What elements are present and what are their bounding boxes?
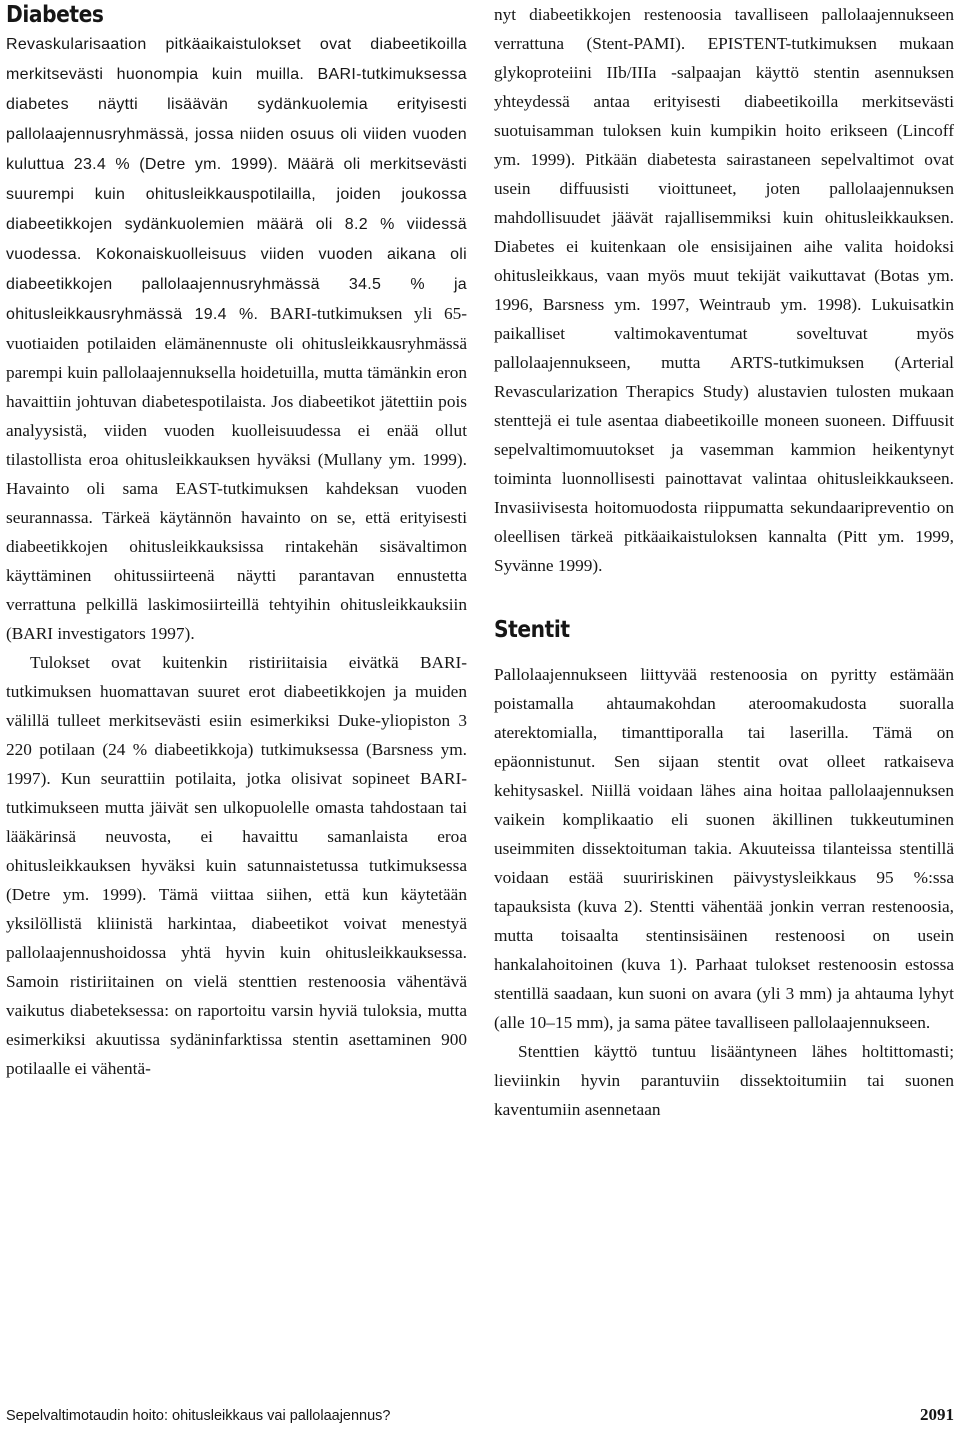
paragraph-diabetes-2: Tulokset ovat kuitenkin ristiriitaisia eivätkä BARI-tutkimuksen huomattavan suuret erot diabeetikkojen ja muiden välillä tulleet merkitsevästi esiin esimerkiksi Duke-yliopiston 3 220 potilaan (24 % diabeetikkoja) tutkimuksessa (Barsness ym. 1997). Kun seurattiin potilaita, jotka olisivat sopineet BARI-tutkimukseen mutta jäivät sen ulkopuolelle omasta tahdostaan tai lääkärinsä neuvosta, ei havaittu samanlaista eroa ohitusleikkauksen hyväksi kuin satunnaistetussa tutkimuksessa (Detre ym. 1999). Tämä viittaa siihen, että kun käytetään yksilöllistä kliinistä harkintaa, diabeetikot voivat menestyä pallolaajennushoidossa yhtä hyvin kuin ohitusleikkauksessa. Samoin ristiriitainen on vielä stenttien restenoosia vähentävä vaikutus diabeteksessa: on raportoitu varsin hyviä tuloksia, mutta esimerkiksi akuutissa sydäninfarktissa stentin asettaminen 900 potilaalle ei vähentä- (6, 653, 467, 1078)
stentit-body-text (494, 660, 954, 1124)
paragraph-diabetes-1 (6, 29, 467, 648)
paragraph-stentit-1: Pallolaajennukseen liittyvää restenoosia on pyritty estämään poistamalla ahtaumakohdan ateroomakudosta suoralla aterektomialla, timanttiporalla tai laserilla. Tämä on epäonnistunut. Sen sijaan stentit ovat olleet ratkaiseva kehitysaskel. Niillä voidaan lähes aina hoitaa pallolaajennuksen vaikein komplikaatio eli suonen äkillinen tukkeutuminen useimmiten dissektoituman takia. Akuuteissa tilanteissa stentillä voidaan estää suuririskinen päivystysleikkaus 95 %:ssa tapauksista (kuva 2). Stentti vähentää jonkin verran restenoosia, mutta toisaalta stentinsisäinen restenoosi on usein hankalahoitoinen (kuva 1). Parhaat tulokset restenoosin estossa stentillä saadaan, kun suoni on avara (yli 3 mm) ja ahtauma lyhyt (alle 10–15 mm), ja sama pätee tavalliseen pallolaajennukseen. (494, 665, 954, 1032)
running-title: Sepelvaltimotaudin hoito: ohitusleikkaus vai pallolaajennus? (6, 1408, 391, 1424)
section-heading-stentit: Stentit (494, 617, 570, 643)
paragraph-diabetes-1-sans-b: Määrä oli merkitsevästi suurempi kuin ohitusleikkauspotilailla, joiden joukossa diabeetikkojen sydänkuolemien määrä oli 8.2 % viidessä vuodessa. Kokonaiskuolleisuus viiden vuoden aikana oli diabeetikkojen pallolaajennusryhmässä 34.5 % ja ohitusleikkausryhmässä 19.4 %. (6, 156, 467, 323)
section-heading-diabetes: Diabetes (6, 2, 104, 28)
paragraph-stentit-2: Stenttien käyttö tuntuu lisääntyneen lähes holtittomasti; lieviinkin hyvin parantuviin dissektoitumiin tai suonen kaventumiin asennetaan (494, 1042, 954, 1119)
paragraph-diabetes-1-sans-a: Revaskularisaation pitkäaikaistulokset ovat diabeetikoilla merkitsevästi huonompia kuin muilla. BARI-tutkimuksessa diabetes näytti lisäävän sydänkuolemia erityisesti pallolaajennusryhmässä, jossa niiden osuus oli viiden vuoden kuluttua 23.4 % (Detre ym. 1999). (6, 36, 467, 173)
page-number: 2091 (920, 1405, 954, 1424)
paragraph-diabetes-1-serif: BARI-tutkimuksen yli 65-vuotiaiden potilaiden elämänennuste oli ohitusleikkausryhmässä parempi kuin pallolaajennuksella hoidetuilla, mutta tämänkin eron havaittiin johtuvan diabetespotilaista. Jos diabeetikot jätettiin pois analyysistä, viiden vuoden kuolleisuudessa ei enää ollut tilastollista eroa ohitusleikkauksen hyväksi (Mullany ym. 1999). Havainto oli sama EAST-tutkimuksen kahdeksan vuoden seurannassa. Tärkeä käytännön havainto on se, että erityisesti diabeetikkojen ohitusleikkauksissa rintakehän sisävaltimon käyttäminen ohitussiirteenä näytti parantavan ennustetta verrattuna pelkillä laskimosiirteillä tehtyihin ohitusleikkauksiin (BARI investigators 1997). (6, 304, 467, 643)
paragraph-diabetes-continued: nyt diabeetikkojen restenoosia tavalliseen pallolaajennukseen verrattuna (Stent-PAMI). EPISTENT-tutkimuksen mukaan glykoproteiini IIb/IIIa -salpaajan käyttö stentin asennuksen yhteydessä antaa erityisesti diabeetikoilla merkitsevästi suotuisamman tuloksen kuin kumpikin hoito erikseen (Lincoff ym. 1999). Pitkään diabetesta sairastaneen sepelvaltimot ovat usein diffuusisti vioittuneet, joten pallolaajennuksen mahdollisuudet jäävät rajallisemmiksi kuin ohitusleikkauksen. Diabetes ei kuitenkaan ole ensisijainen aihe valita hoidoksi ohitusleikkaus, vaan myös muut tekijät vaikuttavat (Botas ym. 1996, Barsness ym. 1997, Weintraub ym. 1998). Lukuisatkin paikalliset valtimokaventumat soveltuvat myös pallolaajennukseen, mutta ARTS-tutkimuksen (Arterial Revascularization Therapics Study) alustavien tulosten mukaan stenttejä ei tule asentaa diabeetikoille moneen suoneen. Diffuusit sepelvaltimomuutokset ja vasemman kammion heikentynyt toiminta luonnollisesti painottavat valintaa ohitusleikkaukseen. Invasiivisesta hoitomuodosta riippumatta sekundaaripreventio on oleellisen tärkeä pitkäaikaistuloksen kannalta (Pitt ym. 1999, Syvänne 1999). (494, 5, 954, 575)
right-body-text (494, 0, 954, 580)
left-column (6, 0, 467, 1083)
page-footer (6, 1405, 954, 1427)
left-body-text (6, 29, 467, 1083)
right-column (494, 0, 954, 1124)
